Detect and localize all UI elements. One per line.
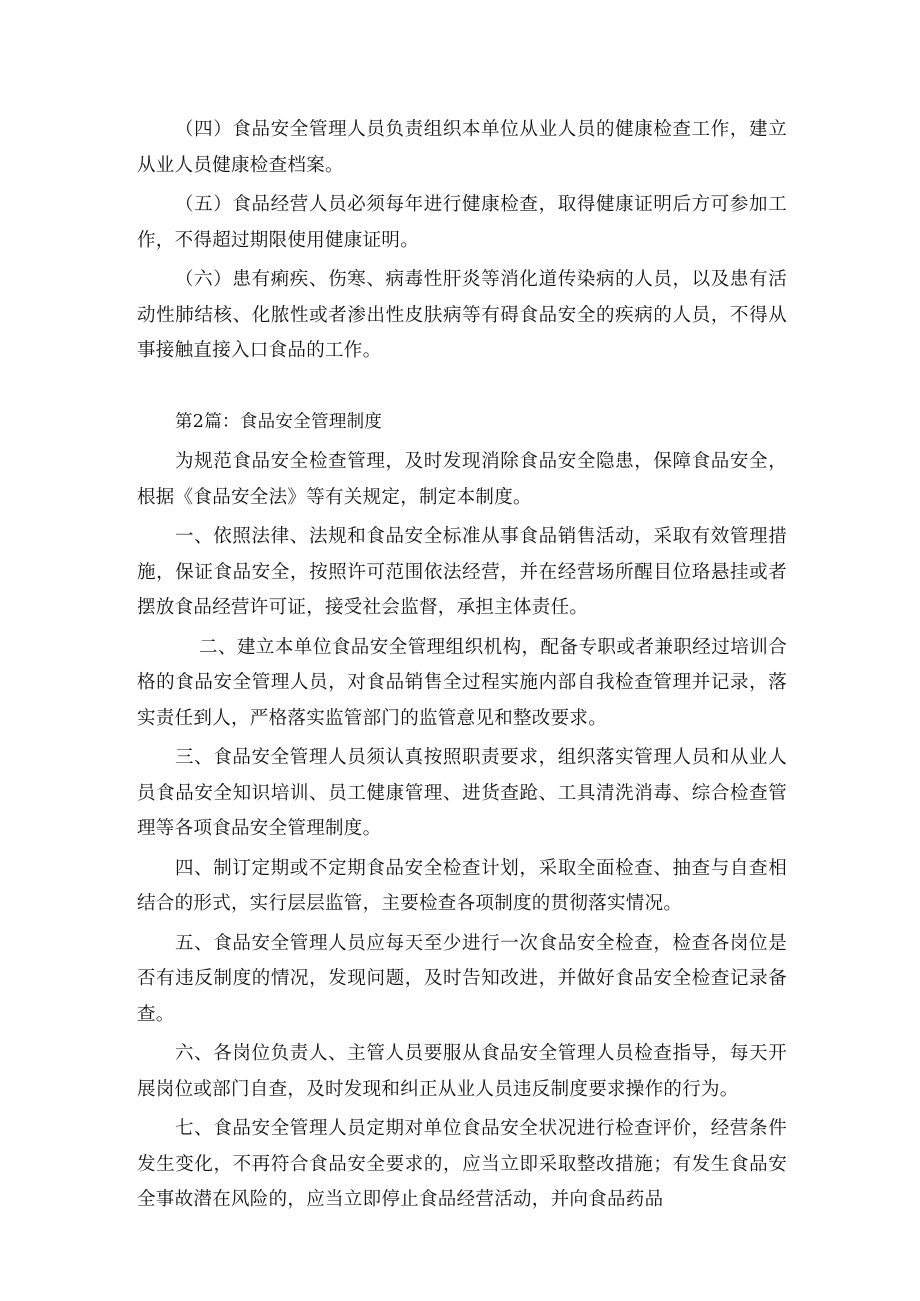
rule-paragraph-1: 一、依照法律、法规和食品安全标准从事食品销售活动，采取有效管理措施，保证食品安全，按照许可范围依法经营，并在经营场所醒目位珞悬挂或者摆放食品经营许可证，接受社会监督，承担主体责任。 xyxy=(137,526,787,618)
paragraph-item-5: （五）食品经营人员必须每年进行健康检查，取得健康证明后方可参加工作，不得超过期限使用健康证明。 xyxy=(137,194,787,251)
document-body xyxy=(137,112,787,1218)
rule-paragraph-6: 六、各岗位负责人、主管人员要服从食品安全管理人员检查指导，每天开展岗位或部门自查，及时发现和纠正从业人员违反制度要求操作的行为。 xyxy=(137,1043,787,1100)
paragraph-item-6: （六）患有痢疾、伤寒、病毒性肝炎等消化道传染病的人员，以及患有活动性肺结核、化脓性或者渗出性皮肤病等有碍食品安全的疾病的人员，不得从事接触直接入口食品的工作。 xyxy=(137,269,787,361)
section-title: 第2篇：食品安全管理制度 xyxy=(175,411,383,432)
intro-paragraph: 为规范食品安全检查管理，及时发现消除食品安全隐患，保障食品安全，根据《食品安全法》等有关规定，制定本制度。 xyxy=(137,451,787,508)
rule-paragraph-7: 七、食品安全管理人员定期对单位食品安全状况进行检查评价，经营条件发生变化，不再符合食品安全要求的，应当立即采取整改措施；有发生食品安全事故潜在风险的，应当立即停止食品经营活动，并向食品药品 xyxy=(137,1118,787,1210)
rule-paragraph-3: 三、食品安全管理人员须认真按照职责要求，组织落实管理人员和从业人员食品安全知识培训、员工健康管理、进货查跄、工具清洗消毒、综合检查管理等各项食品安全管理制度。 xyxy=(137,747,787,839)
rule-paragraph-2: 二、建立本单位食品安全管理组织机构，配备专职或者兼职经过培训合格的食品安全管理人员，对食品销售全过程实施内部自我检查管理并记录，落实责任到人，严格落实监管部门的监管意见和整改要求。 xyxy=(137,636,787,729)
rule-paragraph-5: 五、食品安全管理人员应每天至少进行一次食品安全检查，检查各岗位是否有违反制度的情况，发现问题，及时告知改进，并做好食品安全检查记录备查。 xyxy=(137,932,787,1025)
paragraph-item-4: （四）食品安全管理人员负责组织本单位从业人员的健康检查工作，建立从业人员健康检查档案。 xyxy=(137,119,787,176)
rule-paragraph-4: 四、制订定期或不定期食品安全检查计划，采取全面检查、抽查与自查相结合的形式，实行层层监管，主要检查各项制度的贯彻落实情况。 xyxy=(137,857,787,914)
